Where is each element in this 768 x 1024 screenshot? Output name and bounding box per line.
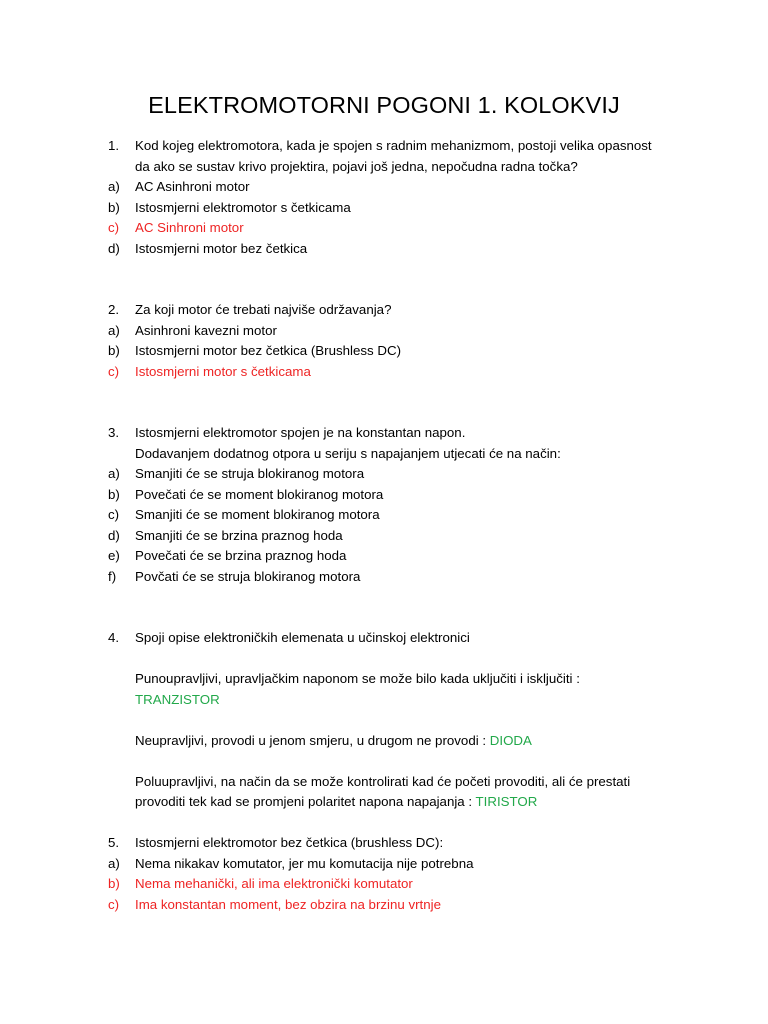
correct-option-item bbox=[108, 362, 688, 383]
option-text: Smanjiti će se brzina praznog hoda bbox=[135, 527, 343, 543]
question-number: 1. bbox=[108, 138, 120, 153]
option-marker: a) bbox=[108, 179, 120, 194]
spacer bbox=[108, 259, 688, 300]
question-5 bbox=[108, 833, 688, 854]
match-item bbox=[108, 669, 688, 710]
option-text: Ima konstantan moment, bez obzira na brzinu vrtnje bbox=[135, 896, 441, 912]
option-item bbox=[108, 198, 688, 219]
option-marker: c) bbox=[108, 507, 120, 522]
correct-option-item bbox=[108, 895, 688, 916]
option-marker: b) bbox=[108, 876, 120, 891]
option-item bbox=[108, 526, 688, 547]
match-description: Neupravljivi, provodi u jenom smjeru, u drugom ne provodi : bbox=[135, 732, 487, 748]
option-item bbox=[108, 177, 688, 198]
option-text: Asinhroni kavezni motor bbox=[135, 322, 277, 338]
question-number: 3. bbox=[108, 425, 120, 440]
option-marker: c) bbox=[108, 363, 120, 379]
question-text: Istosmjerni elektromotor spojen je na konstantan napon. Dodavanjem dodatnog otpora u seriju s napajanjem utjecati će na način: bbox=[135, 425, 561, 461]
spacer bbox=[108, 710, 688, 731]
option-marker: d) bbox=[108, 240, 120, 256]
option-text: Smanjiti će se struja blokiranog motora bbox=[135, 466, 365, 481]
option-text: Istosmjerni motor s četkicama bbox=[135, 363, 311, 379]
option-item bbox=[108, 546, 688, 567]
option-marker: b) bbox=[108, 343, 120, 358]
spacer bbox=[108, 382, 688, 423]
match-answer: DIODA bbox=[489, 732, 532, 748]
option-text: Povčati će se struja blokiranog motora bbox=[135, 568, 361, 584]
option-text: Povečati će se brzina praznog hoda bbox=[135, 548, 347, 563]
option-text: Istosmjerni motor bez četkica bbox=[135, 240, 308, 256]
option-item bbox=[108, 464, 688, 485]
question-text: Za koji motor će trebati najviše održavanja? bbox=[135, 302, 392, 317]
option-marker: a) bbox=[108, 855, 120, 871]
option-text: Nema mehanički, ali ima elektronički komutator bbox=[135, 876, 413, 891]
question-1 bbox=[108, 136, 688, 177]
option-text: Istosmjerni elektromotor s četkicama bbox=[135, 199, 351, 215]
option-text: Povečati će se moment blokiranog motora bbox=[135, 486, 384, 502]
option-item bbox=[108, 239, 688, 260]
correct-option-item bbox=[108, 874, 688, 895]
match-description: Poluupravljivi, na način da se može kontrolirati kad će početi provoditi, ali će prestati bbox=[135, 773, 631, 789]
option-marker: b) bbox=[108, 199, 120, 215]
document-title: ELEKTROMOTORNI POGONI 1. KOLOKVIJ bbox=[148, 92, 620, 118]
option-marker: f) bbox=[108, 568, 117, 584]
question-number: 2. bbox=[108, 302, 120, 317]
question-text: Spoji opise elektroničkih elemenata u učinskoj elektronici bbox=[135, 630, 470, 645]
question-text: Kod kojeg elektromotora, kada je spojen s radnim mehanizmom, postoji velika opasnost da ako se sustav krivo projektira, pojavi još jedna, nepočudna radna točka? bbox=[135, 138, 652, 174]
spacer bbox=[108, 649, 688, 670]
match-item bbox=[108, 731, 688, 752]
match-item bbox=[108, 772, 688, 813]
spacer bbox=[108, 587, 688, 628]
question-number: 4. bbox=[108, 630, 120, 645]
correct-option-item bbox=[108, 218, 688, 239]
option-item bbox=[108, 341, 688, 362]
question-2 bbox=[108, 300, 688, 321]
option-item bbox=[108, 567, 688, 588]
option-text: AC Sinhroni motor bbox=[135, 220, 244, 235]
option-marker: e) bbox=[108, 548, 120, 563]
option-text: Smanjiti će se moment blokiranog motora bbox=[135, 507, 380, 522]
match-answer: TIRISTOR bbox=[475, 794, 538, 809]
option-item bbox=[108, 321, 688, 342]
option-marker: b) bbox=[108, 486, 120, 502]
match-description: provoditi tek kad se promjeni polaritet napona napajanja : bbox=[135, 794, 473, 809]
match-answer: TRANZISTOR bbox=[135, 691, 220, 707]
option-marker: a) bbox=[108, 466, 120, 481]
match-description: Punoupravljivi, upravljačkim naponom se može bilo kada uključiti i isključiti : bbox=[135, 671, 580, 686]
option-text: AC Asinhroni motor bbox=[135, 179, 250, 194]
question-4 bbox=[108, 628, 688, 649]
question-3 bbox=[108, 423, 688, 464]
option-marker: d) bbox=[108, 527, 120, 543]
option-item bbox=[108, 485, 688, 506]
option-marker: c) bbox=[108, 220, 120, 235]
option-marker: c) bbox=[108, 896, 120, 912]
option-marker: a) bbox=[108, 322, 120, 338]
option-item bbox=[108, 505, 688, 526]
spacer bbox=[108, 813, 688, 834]
document-content bbox=[108, 136, 688, 915]
option-text: Istosmjerni motor bez četkica (Brushless DC) bbox=[135, 343, 402, 358]
option-item bbox=[108, 854, 688, 875]
option-text: Nema nikakav komutator, jer mu komutacija nije potrebna bbox=[135, 855, 474, 871]
spacer bbox=[108, 751, 688, 772]
question-number: 5. bbox=[108, 835, 120, 850]
question-text: Istosmjerni elektromotor bez četkica (brushless DC): bbox=[135, 835, 444, 850]
